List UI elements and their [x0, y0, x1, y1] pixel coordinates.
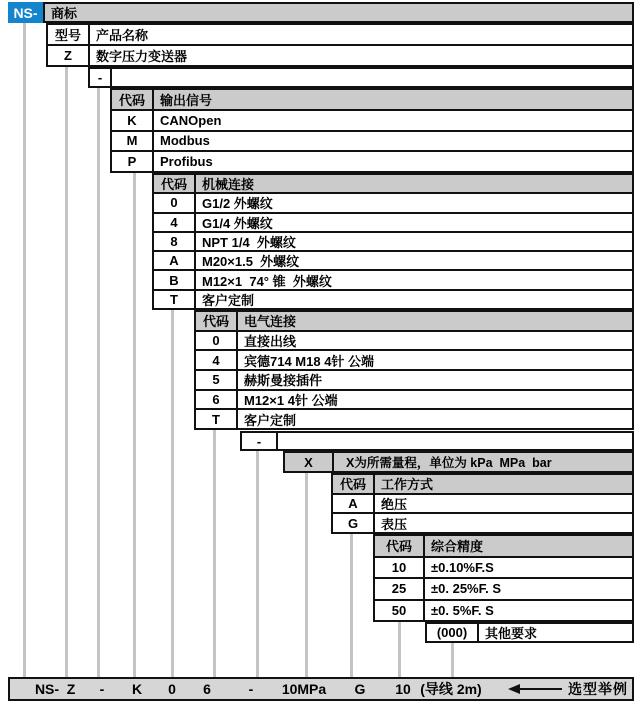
example-item: 0	[168, 681, 176, 697]
model-code: Z	[48, 46, 90, 65]
brand-box: NS-	[8, 2, 43, 23]
dash-cell: -	[90, 69, 112, 86]
label-cell: 直接出线	[244, 334, 297, 350]
range-row	[283, 451, 634, 473]
code-cell: 6	[196, 391, 238, 409]
connector-line	[350, 534, 353, 677]
label-cell: 宾德714 M18 4针 公端	[244, 353, 375, 369]
label-cell: 客户定制	[202, 292, 255, 308]
example-item: -	[99, 681, 105, 697]
trademark-row	[43, 2, 634, 23]
code-cell: 8	[154, 233, 196, 250]
mechanical-table	[152, 173, 634, 310]
code-cell: 0	[196, 332, 238, 350]
example-item: NS-	[34, 681, 60, 697]
table-row	[375, 599, 632, 621]
table-row	[112, 109, 632, 130]
code-cell: A	[333, 495, 375, 513]
code-cell: T	[196, 410, 238, 428]
label-cell: 客户定制	[244, 412, 297, 428]
example-item: K	[131, 681, 143, 697]
table-row	[154, 250, 632, 269]
table-row	[112, 130, 632, 151]
table-row	[196, 349, 632, 369]
example-item: -	[248, 681, 254, 697]
section-title: 综合精度	[431, 539, 484, 555]
connector-line	[133, 173, 136, 677]
table-row	[196, 330, 632, 350]
code-cell: K	[112, 111, 154, 130]
empty-cell	[278, 433, 632, 449]
product-name: 数字压力变送器	[96, 49, 188, 64]
connector-line	[305, 473, 308, 677]
code-header: 代码	[154, 175, 196, 192]
connector-line	[256, 451, 259, 677]
dash-row-1	[88, 67, 634, 88]
code-cell: P	[112, 152, 154, 171]
connector-line	[171, 310, 174, 677]
table-row	[196, 369, 632, 389]
code-cell: 0	[154, 194, 196, 211]
code-cell: G	[333, 514, 375, 532]
example-item: Z	[66, 681, 76, 697]
accuracy-table	[373, 534, 634, 622]
example-item: 10MPa	[281, 681, 327, 697]
table-row	[196, 389, 632, 409]
label-cell: Profibus	[160, 154, 213, 170]
label-cell: ±0. 25%F. S	[431, 581, 502, 597]
code-header: 代码	[333, 475, 375, 493]
label-cell: ±0. 5%F. S	[431, 602, 494, 618]
code-cell: 4	[196, 351, 238, 369]
table-row	[154, 192, 632, 211]
range-code-cell: X	[285, 453, 334, 471]
dash-row-2	[240, 431, 634, 451]
table-row	[333, 512, 632, 532]
label-cell: Modbus	[160, 133, 210, 149]
table-row	[154, 269, 632, 288]
code-cell: 50	[375, 601, 425, 621]
empty-cell	[112, 69, 632, 86]
code-header: 代码	[375, 536, 425, 556]
other-label-cell: 其他要求	[485, 626, 538, 641]
mode-table	[331, 473, 634, 534]
label-cell: M12×1 4针 公端	[244, 393, 338, 409]
other-code-cell: (000)	[427, 624, 479, 641]
label-cell: NPT 1/4 外螺纹	[202, 234, 296, 250]
example-item: 10	[395, 681, 411, 697]
section-title: 输出信号	[160, 92, 213, 108]
example-item: G	[354, 681, 366, 697]
label-cell: M20×1.5 外螺纹	[202, 254, 300, 270]
section-title: 机械连接	[202, 177, 255, 193]
section-title: 工作方式	[381, 477, 434, 493]
table-row	[375, 556, 632, 578]
table-row	[196, 408, 632, 428]
product-name-header: 产品名称	[96, 28, 149, 43]
section-title: 电气连接	[244, 314, 297, 330]
table-row	[333, 493, 632, 513]
code-cell: 25	[375, 579, 425, 599]
code-cell: B	[154, 271, 196, 288]
connector-line	[451, 643, 454, 677]
code-cell: 10	[375, 558, 425, 578]
label-cell: 赫斯曼接插件	[244, 373, 323, 389]
code-header: 代码	[112, 90, 154, 109]
table-row	[154, 231, 632, 250]
connector-line	[398, 622, 401, 677]
example-item: (导线 2m)	[420, 681, 482, 697]
example-item: 6	[203, 681, 211, 697]
code-cell: 4	[154, 214, 196, 231]
connector-line	[65, 67, 68, 677]
model-code-header: 型号	[48, 25, 90, 44]
connector-line	[23, 23, 26, 677]
model-table	[46, 23, 634, 67]
left-arrow-icon	[508, 684, 562, 694]
label-cell: ±0.10%F.S	[431, 559, 494, 575]
code-header: 代码	[196, 312, 238, 330]
connector-line	[213, 430, 216, 677]
label-cell: 表压	[381, 516, 408, 532]
range-desc-cell: X为所需量程，单位为 kPa MPa bar	[346, 456, 552, 470]
table-row	[112, 150, 632, 171]
output-signal-table	[110, 88, 634, 173]
label-cell: 绝压	[381, 497, 408, 513]
connector-line	[97, 88, 100, 677]
electrical-table	[194, 310, 634, 430]
label-cell: CANOpen	[160, 112, 222, 128]
code-cell: M	[112, 132, 154, 151]
label-cell: G1/2 外螺纹	[202, 196, 273, 212]
code-cell: T	[154, 291, 196, 308]
table-row	[154, 289, 632, 308]
table-row	[375, 577, 632, 599]
dash-cell: -	[242, 433, 278, 449]
table-row	[154, 212, 632, 231]
trademark-label: 商标	[51, 6, 78, 21]
example-caption: 选型举例	[568, 681, 628, 697]
label-cell: G1/4 外螺纹	[202, 215, 273, 231]
other-row	[425, 622, 634, 643]
code-cell: A	[154, 252, 196, 269]
label-cell: M12×1 74° 锥 外螺纹	[202, 273, 332, 289]
code-cell: 5	[196, 371, 238, 389]
